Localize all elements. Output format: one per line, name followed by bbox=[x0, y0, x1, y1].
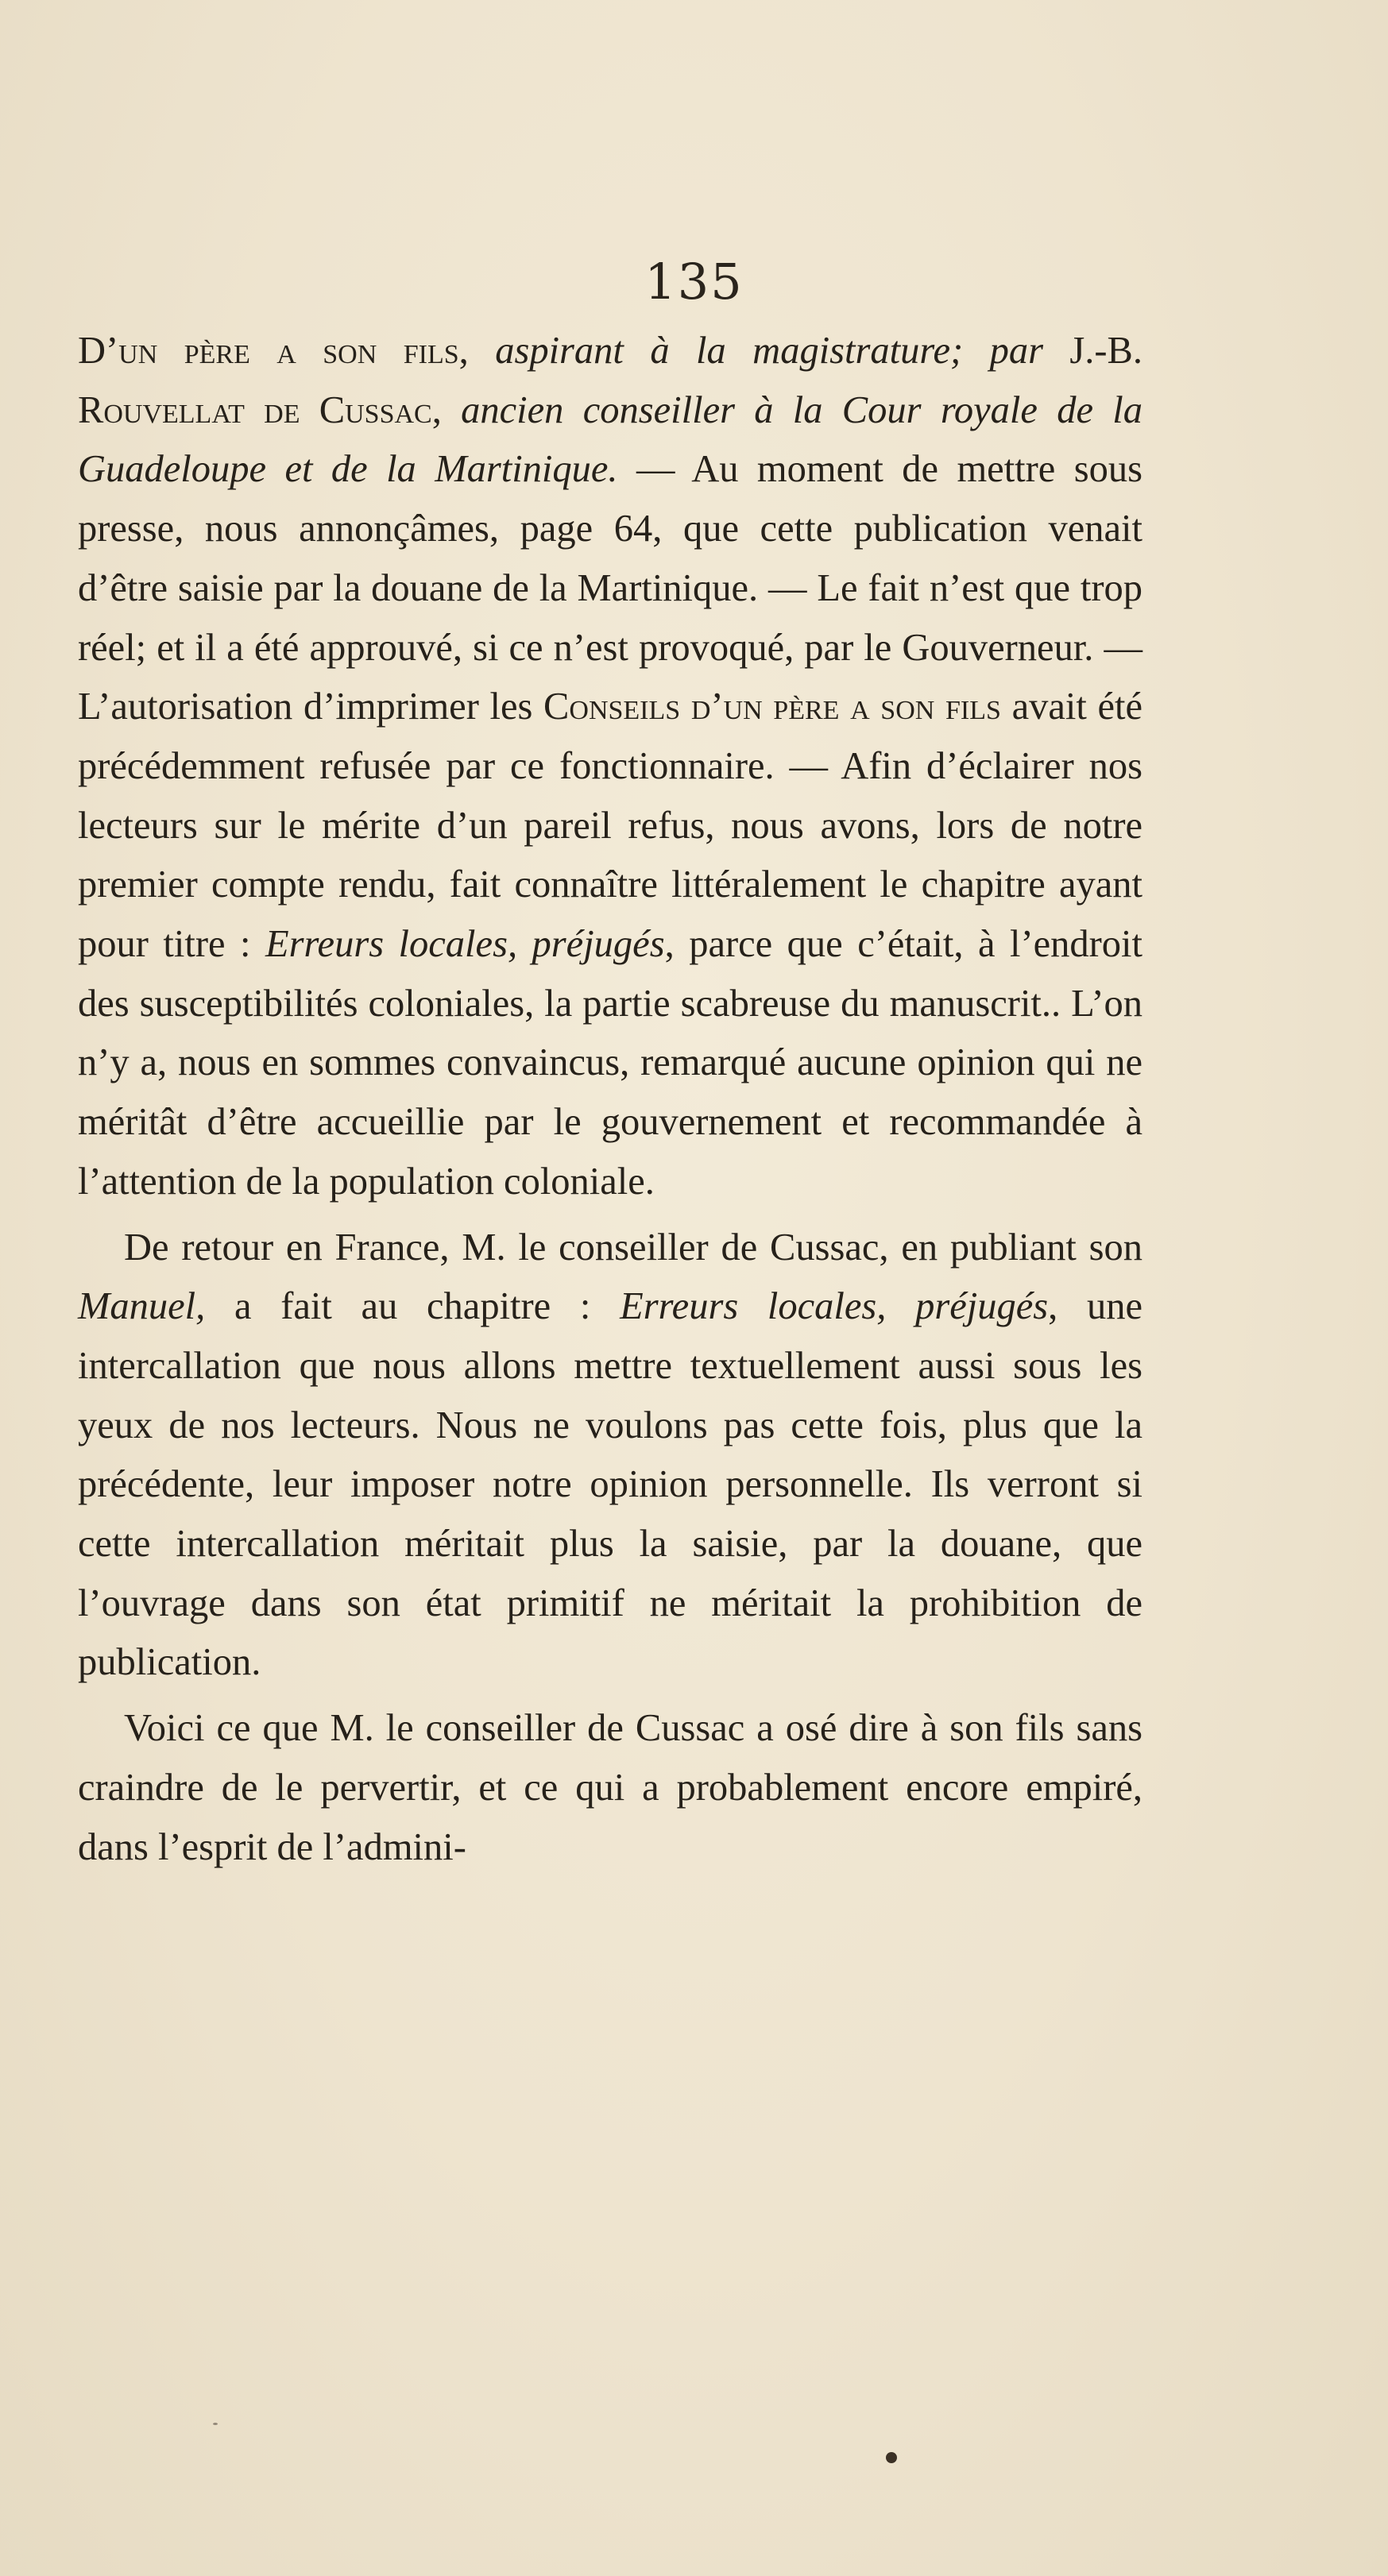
text-run: Erreurs locales, préjugés bbox=[265, 923, 665, 966]
text-run: Conseils d’un père a son fils bbox=[543, 686, 1001, 728]
ink-speck bbox=[886, 2452, 897, 2463]
text-run: — Au moment de mettre sous presse, nous annonçâmes, page 64, que cette publication venait d’être saisie par la douane de la Martinique. — Le fait n’est que trop réel; et il a été approuvé, si ce n’est provoqué, par le Gouverneur. — L’autorisation d’imprimer les bbox=[78, 448, 1142, 728]
text-run: , une intercallation que nous allons mettre textuellement aussi sous les yeux de nos lecteurs. Nous ne voulons pas cette fois, plus que la précédente, leur imposer notre opinion personnelle. Ils verront si cette intercallation méritait plus la saisie, par la douane, que l’ouvrage dans son état primitif ne méritait la prohibition de publication. bbox=[78, 1285, 1142, 1684]
text-run: J.-B. bbox=[1042, 330, 1143, 372]
ink-speck bbox=[213, 2423, 218, 2425]
text-run: , bbox=[431, 388, 462, 431]
paragraph-3 bbox=[78, 1699, 1142, 1877]
text-run: a fait au chapitre : bbox=[205, 1285, 621, 1328]
text-run: , bbox=[458, 330, 496, 372]
text-run: De retour en France, M. le conseiller de Cussac, en publiant son bbox=[124, 1226, 1142, 1269]
paragraph-2 bbox=[78, 1218, 1142, 1694]
body-text bbox=[78, 322, 1142, 1877]
page-number: 135 bbox=[644, 253, 744, 311]
text-run: , parce que c’était, à l’endroit des susceptibilités coloniales, la partie scabreuse du manuscrit.. L’on n’y a, nous en sommes convaincus, remarqué aucune opinion qui ne méritât d’être accueillie par le gouvernement et recommandée à l’attention de la population coloniale. bbox=[78, 923, 1142, 1203]
text-run: D’un père a son fils bbox=[78, 330, 459, 372]
text-run: ancien conseiller à la Cour royale de la Guadeloupe et de la Martinique. bbox=[78, 388, 1143, 491]
text-run: avait été précédemment refusée par ce fonctionnaire. — Afin d’éclairer nos lecteurs sur le mérite d’un pareil refus, nous avons, lors de notre premier compte rendu, fait connaître littéralement le chapitre ayant pour titre : bbox=[78, 686, 1143, 966]
text-run: aspirant à la magistrature; par bbox=[495, 330, 1043, 372]
paragraph-1 bbox=[78, 322, 1142, 1212]
text-run: Rouvellat de Cussac bbox=[78, 388, 432, 431]
text-run: Manuel, bbox=[78, 1285, 206, 1328]
text-run: Voici ce que M. le conseiller de Cussac a osé dire à son fils sans craindre de le pervertir, et ce qui a probablement encore empiré, dans l’esprit de l’admini- bbox=[78, 1707, 1142, 1868]
text-run: Erreurs locales, préjugés bbox=[620, 1285, 1049, 1328]
